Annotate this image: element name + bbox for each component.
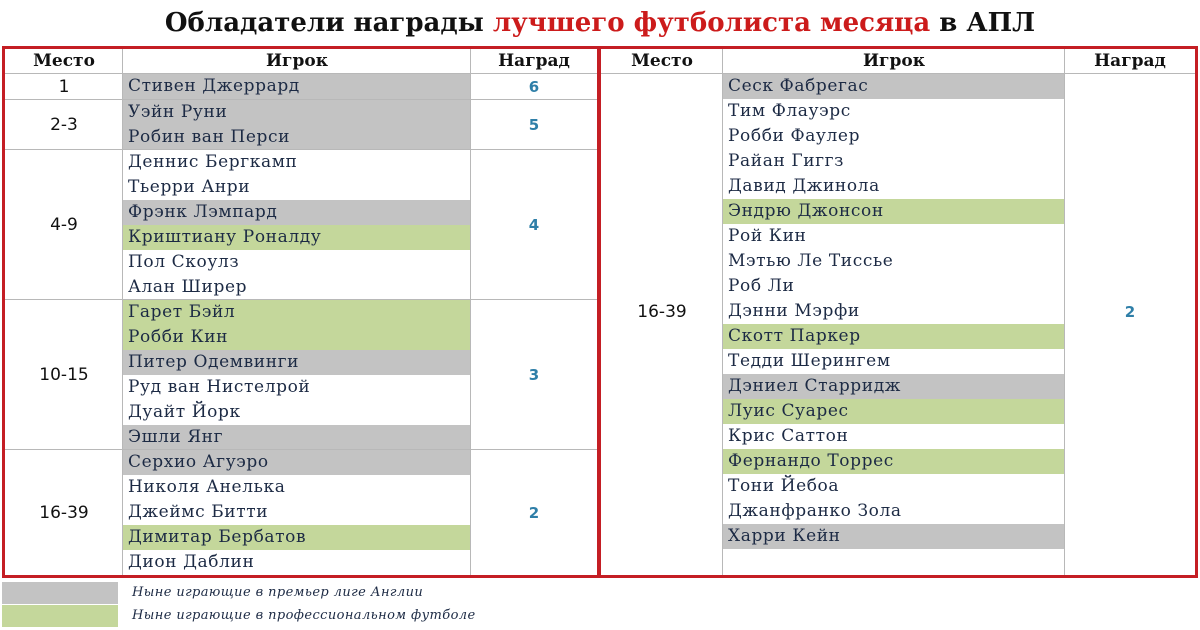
player-name-cell: Крис Саттон <box>728 426 849 446</box>
player-name-cell: Луис Суарес <box>723 399 1065 424</box>
awards-count-cell: 6 <box>528 77 540 96</box>
awards-count-cell: 2 <box>528 503 540 522</box>
player-name-cell: Димитар Бербатов <box>123 525 471 550</box>
header-player-left: Игрок <box>123 49 471 74</box>
place-cell: 4-9 <box>50 215 78 235</box>
column-divider <box>470 49 471 575</box>
place-cell: 1 <box>58 76 70 97</box>
player-name-cell: Деннис Бергкамп <box>128 152 298 172</box>
place-cell: 16-39 <box>39 502 89 523</box>
player-name-cell: Джеймс Битти <box>128 502 269 522</box>
player-name-cell: Фрэнк Лэмпард <box>123 200 471 225</box>
header-place-right: Место <box>601 49 723 74</box>
place-group-10-15 <box>5 299 597 449</box>
player-name-cell: Дуайт Йорк <box>128 402 241 422</box>
player-name-cell: Рой Кин <box>728 226 807 246</box>
player-name-cell: Криштиану Роналду <box>123 225 471 250</box>
legend-swatch-grey <box>2 582 118 604</box>
player-name-cell: Тим Флауэрс <box>728 101 851 121</box>
legend-text: Ныне играющие в премьер лиге Англии <box>132 585 424 600</box>
place-cell: 2-3 <box>50 115 78 135</box>
player-name-cell: Робби Кин <box>123 325 471 350</box>
player-name-cell: Роб Ли <box>728 276 795 296</box>
awards-table-right <box>598 46 1198 578</box>
player-name-cell: Эндрю Джонсон <box>723 199 1065 224</box>
player-name-cell: Тьерри Анри <box>128 177 251 197</box>
place-group-2-3 <box>5 99 597 149</box>
player-name-cell: Робби Фаулер <box>728 126 861 146</box>
player-name-cell: Руд ван Нистелрой <box>128 377 311 397</box>
player-name-cell: Давид Джинола <box>728 176 880 196</box>
column-divider <box>122 49 123 575</box>
title-part-3: в АПЛ <box>930 8 1036 38</box>
title-accent: лучшего футболиста месяца <box>492 8 931 38</box>
player-name-cell: Дион Даблин <box>128 552 255 572</box>
player-name-cell: Дэнни Мэрфи <box>728 301 860 321</box>
header-awards-left: Наград <box>471 49 597 74</box>
place-group-16-39 <box>601 74 1195 549</box>
page-title <box>0 8 1200 38</box>
player-name-cell: Фернандо Торрес <box>723 449 1065 474</box>
player-name-cell: Харри Кейн <box>723 524 1065 549</box>
header-place-left: Место <box>5 49 123 74</box>
player-name-cell: Серхио Агуэро <box>123 450 471 475</box>
player-name-cell: Пол Скоулз <box>128 252 240 272</box>
place-group-1 <box>5 74 597 99</box>
legend-swatch-green <box>2 605 118 627</box>
player-name-cell: Тони Йебоа <box>728 476 840 496</box>
player-name-cell: Робин ван Перси <box>123 125 471 150</box>
player-name-cell: Стивен Джеррард <box>123 74 471 99</box>
player-name-cell: Питер Одемвинги <box>123 350 471 375</box>
awards-count-cell: 2 <box>1124 302 1136 321</box>
header-player-right: Игрок <box>723 49 1065 74</box>
place-group-4-9 <box>5 149 597 299</box>
player-name-cell: Тедди Шерингем <box>728 351 891 371</box>
column-divider <box>1064 49 1065 575</box>
player-name-cell: Гарет Бэйл <box>123 300 471 325</box>
player-name-cell: Дэниел Старридж <box>723 374 1065 399</box>
player-name-cell: Райан Гиггз <box>728 151 845 171</box>
awards-table-left <box>2 46 600 578</box>
column-divider <box>722 49 723 575</box>
legend-text: Ныне играющие в профессиональном футболе <box>132 608 476 623</box>
place-group-16-39 <box>5 449 597 574</box>
player-name-cell: Сеск Фабрегас <box>723 74 1065 99</box>
player-name-cell: Уэйн Руни <box>123 100 471 125</box>
player-name-cell: Мэтью Ле Тиссье <box>728 251 894 271</box>
title-part-1: Обладатели награды <box>164 8 493 38</box>
awards-count-cell: 4 <box>528 216 540 234</box>
player-name-cell: Алан Ширер <box>128 277 248 297</box>
place-cell: 16-39 <box>637 301 687 322</box>
awards-count-cell: 5 <box>528 116 540 134</box>
place-cell: 10-15 <box>39 365 89 385</box>
player-name-cell: Джанфранко Зола <box>728 501 902 521</box>
player-name-cell: Скотт Паркер <box>723 324 1065 349</box>
awards-count-cell: 3 <box>528 366 540 384</box>
player-name-cell: Эшли Янг <box>123 425 471 450</box>
header-awards-right: Наград <box>1065 49 1195 74</box>
player-name-cell: Николя Анелька <box>128 477 286 497</box>
